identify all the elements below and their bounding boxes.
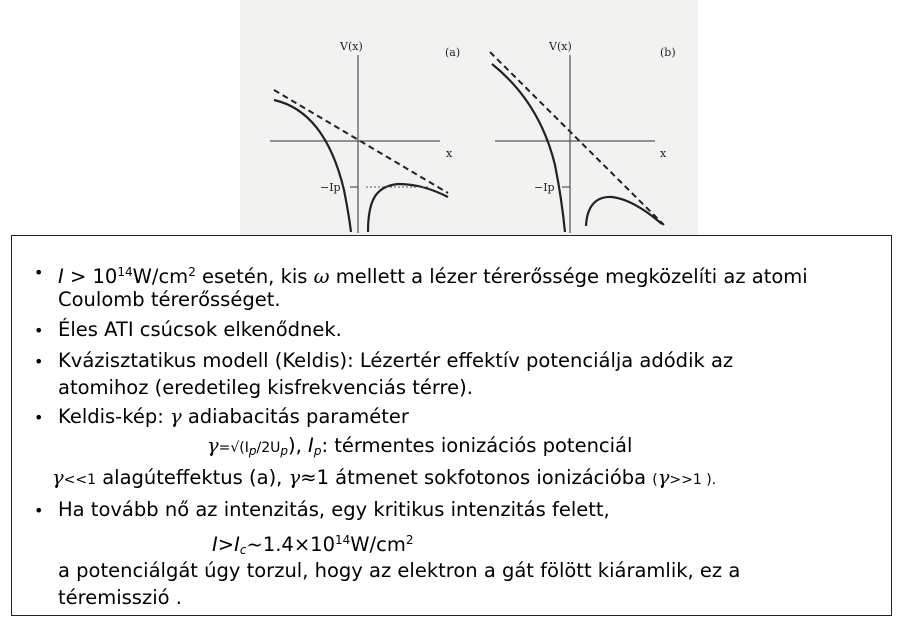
text-run: átmenet sokfotonos ionizációba	[328, 466, 653, 489]
panel-b-field-line	[490, 52, 664, 225]
text-run: >>1 ).	[669, 472, 717, 488]
text-run: ),	[288, 434, 309, 457]
text-run: W/cm	[132, 265, 189, 288]
intensity-symbol: I	[58, 265, 64, 288]
bullet-dot: •	[34, 263, 44, 282]
subscript: c	[239, 543, 247, 557]
intensity-symbol: I	[212, 533, 218, 556]
potential-diagram-svg	[240, 0, 698, 245]
subscript: p	[313, 444, 322, 458]
bullet-dot: •	[34, 352, 44, 371]
text-run: alagúteffektus (a),	[96, 466, 289, 489]
panel-a	[270, 40, 460, 233]
panel-b	[490, 40, 676, 233]
bullet-3-line-1: Kvázisztatikus modell (Keldis): Lézertér effektív potenciálja adódik az	[58, 349, 734, 372]
text-run: =√(I	[218, 440, 249, 456]
intensity-symbol: I	[234, 533, 240, 556]
panel-b-ip-label: −Ip	[534, 181, 555, 194]
omega-symbol: ω	[313, 265, 330, 288]
subscript: p	[248, 444, 257, 458]
panel-b-y-label: V(x)	[549, 40, 572, 53]
keldysh-formula	[207, 433, 632, 464]
text-run: (	[652, 472, 658, 488]
exponent: 2	[188, 265, 196, 279]
bullet-4	[58, 404, 409, 430]
text-run: > 10	[63, 265, 118, 288]
potential-diagram	[240, 0, 698, 245]
exponent: 14	[335, 533, 351, 547]
panel-a-left-branch	[274, 100, 351, 232]
gamma-symbol: γ	[169, 405, 182, 428]
bullet-dot: •	[34, 501, 44, 520]
text-run: Keldis-kép:	[58, 405, 170, 428]
gamma-symbol: γ	[288, 466, 301, 489]
bullet-dot: •	[34, 408, 44, 427]
text-run: >	[217, 533, 235, 556]
exponent: 14	[117, 265, 133, 279]
bullet-1-line-2: Coulomb térerősséget.	[58, 288, 281, 311]
bullet-5: Ha tovább nő az intenzitás, egy kritikus intenzitás felett,	[58, 498, 610, 521]
panel-a-label: (a)	[445, 46, 461, 59]
text-run: : térmentes ionizációs potenciál	[321, 434, 633, 457]
text-run: adiabacitás paraméter	[181, 405, 409, 428]
text-box	[11, 235, 892, 616]
bullet-1-line-1	[58, 259, 808, 290]
gamma-symbol: γ	[52, 466, 64, 489]
text-run: mellett a lézer térerőssége megközelíti az atomi	[329, 265, 808, 288]
conclusion-line-2: téremisszió .	[58, 586, 182, 609]
gamma-regimes	[52, 465, 716, 493]
bullet-3-line-2: atomihoz (eredetileg kisfrekvenciás térre).	[58, 376, 473, 399]
panel-a-ip-label: −Ip	[320, 181, 341, 194]
gamma-symbol: γ	[207, 434, 219, 457]
panel-b-right-branch	[586, 197, 662, 226]
panel-b-label: (b)	[660, 46, 676, 59]
text-run: <<1	[63, 472, 97, 488]
text-run: /2U	[256, 440, 281, 456]
text-run: ~1.4×10	[246, 533, 335, 556]
panel-a-right-branch	[368, 184, 448, 232]
bullet-dot: •	[34, 321, 44, 340]
conclusion-line-1: a potenciálgát úgy torzul, hogy az elektron a gát fölött kiáramlik, ez a	[58, 559, 741, 582]
subscript: p	[280, 444, 289, 458]
bullet-2: Éles ATI csúcsok elkenődnek.	[58, 318, 342, 341]
text-run: ≈1	[300, 466, 329, 489]
gamma-symbol: γ	[657, 466, 670, 489]
panel-b-x-label: x	[660, 147, 667, 160]
panel-a-x-label: x	[446, 147, 453, 160]
panel-a-y-label: V(x)	[340, 40, 363, 53]
ip-symbol: I	[308, 434, 314, 457]
text-run: W/cm	[350, 533, 406, 556]
exponent: 2	[405, 533, 414, 547]
text-run: esetén, kis	[195, 265, 314, 288]
